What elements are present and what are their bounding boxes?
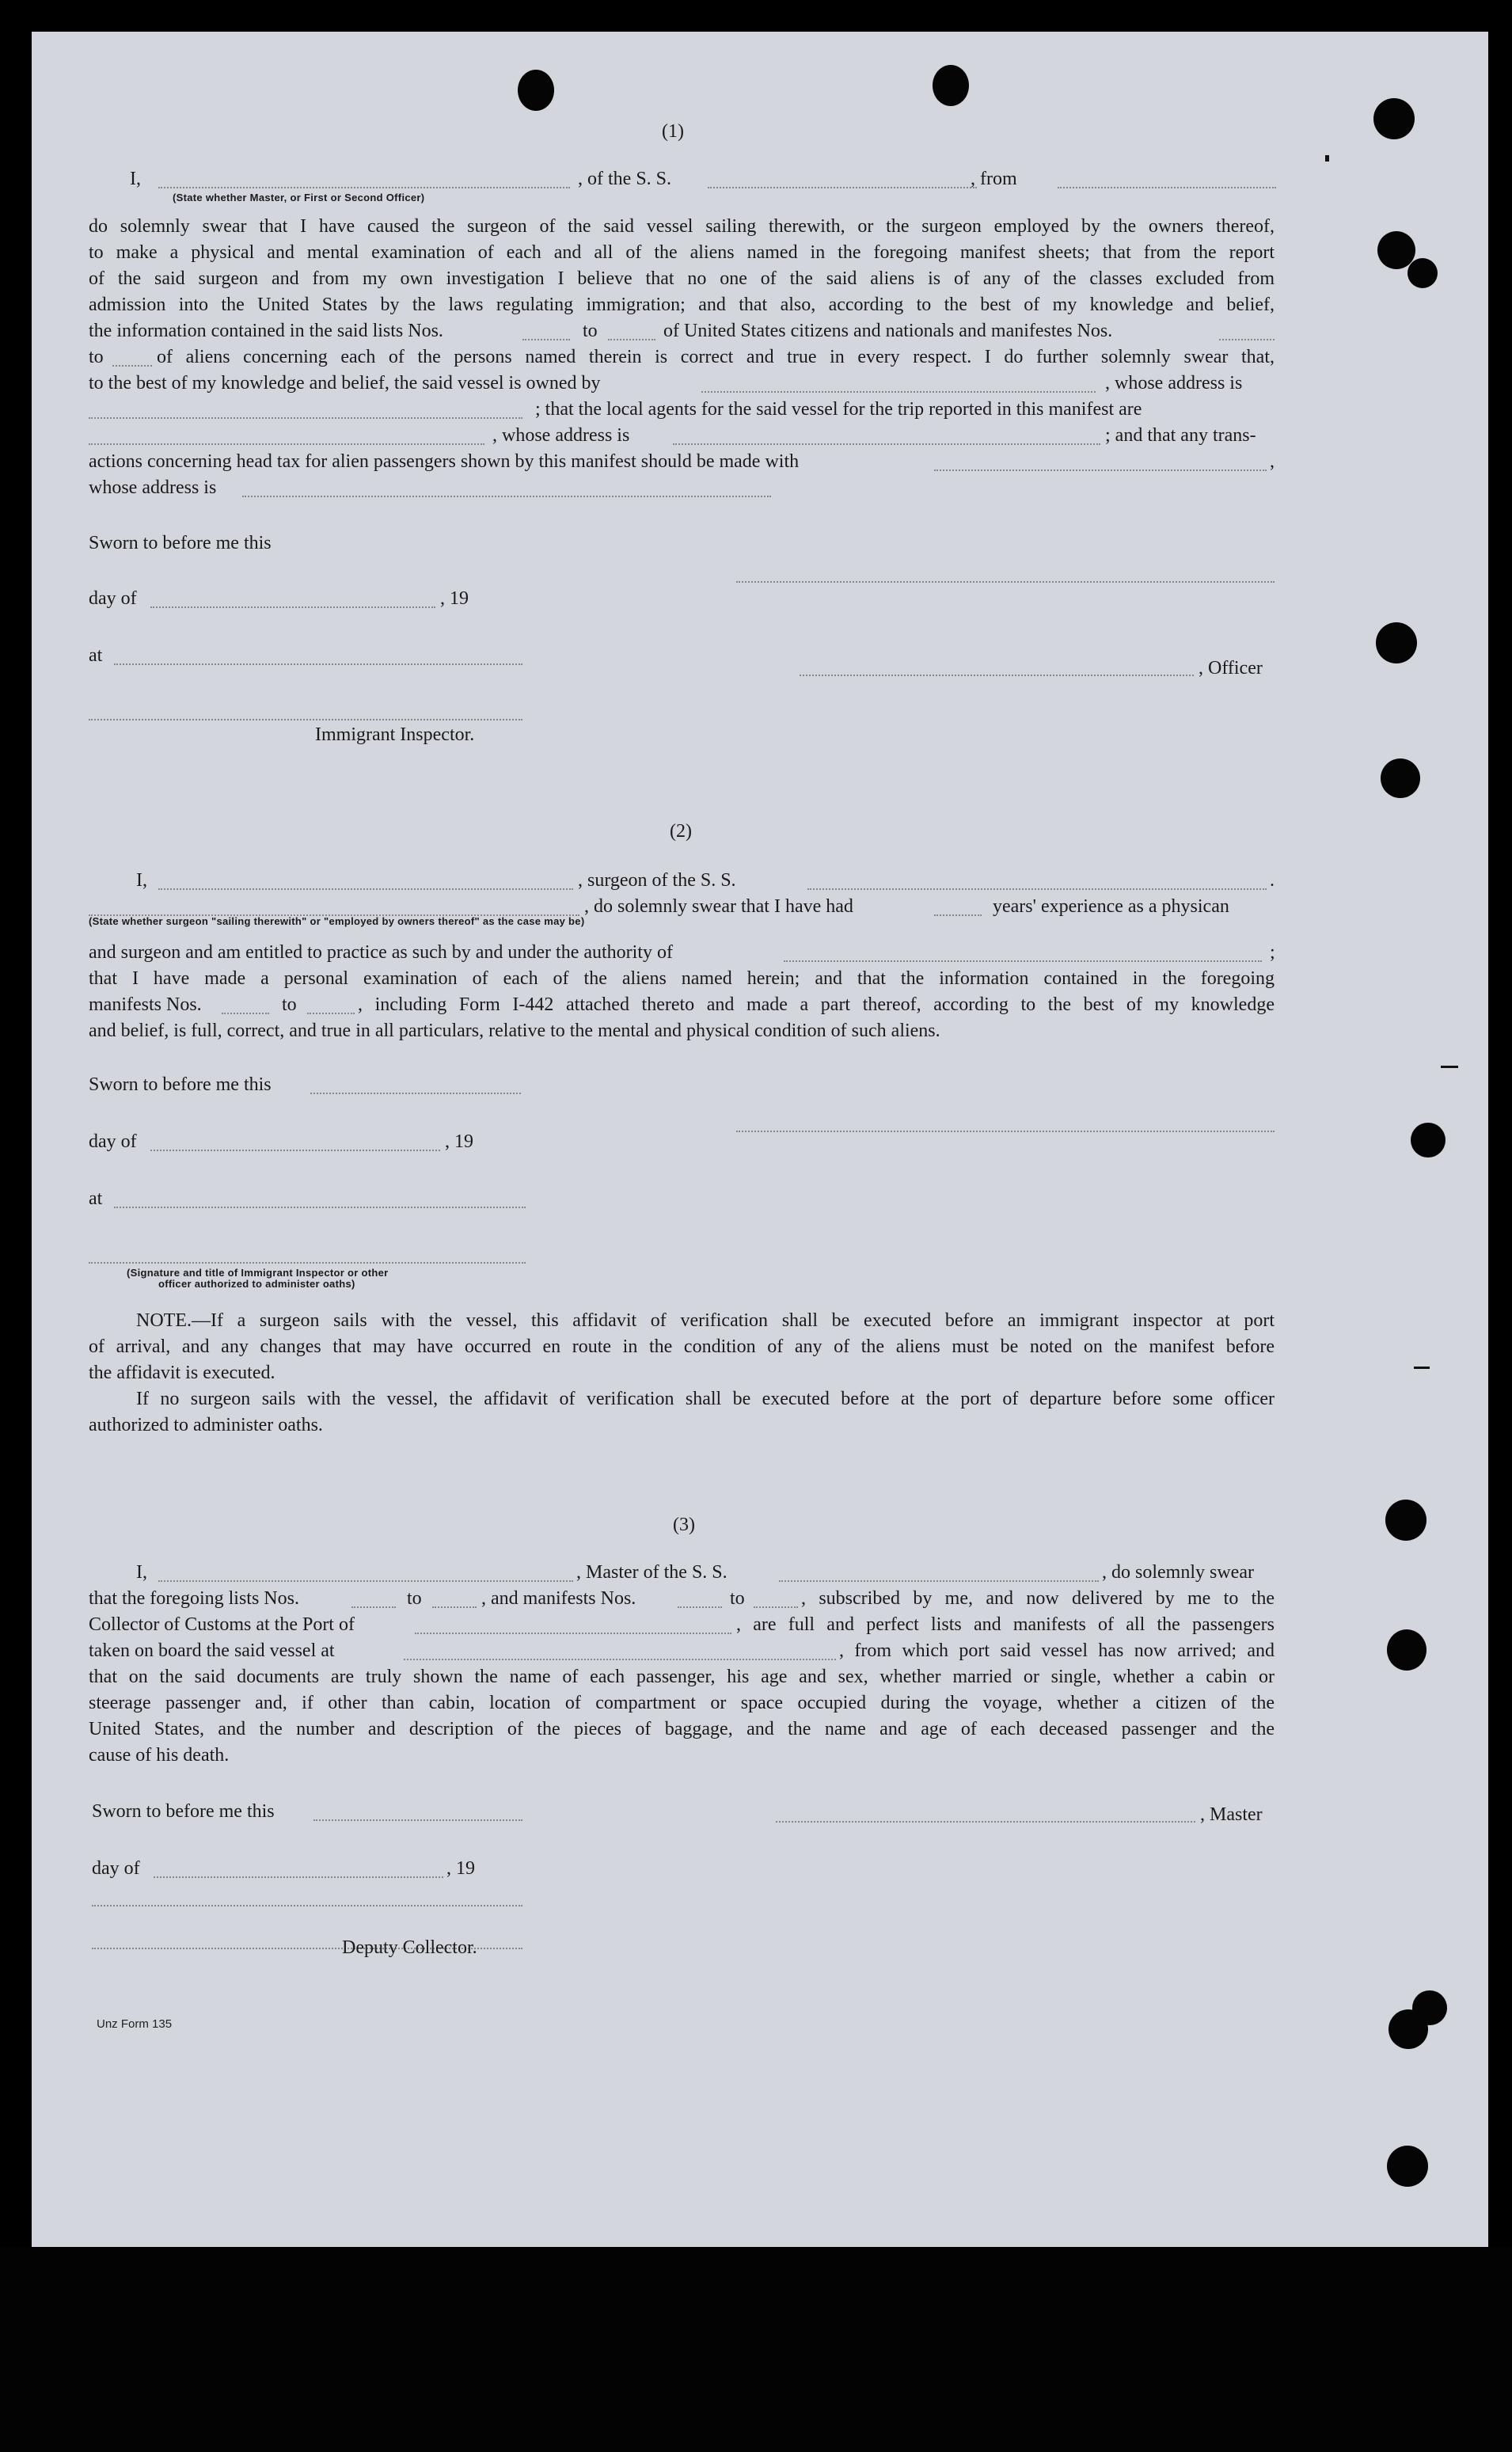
at-label: at [89,1188,103,1209]
note-line: the affidavit is executed. [89,1363,275,1383]
master-line: , from which port said vessel has now arrived; and [839,1640,1275,1661]
signature-line [736,581,1275,583]
surgeon-line: . [1270,870,1275,891]
inspector-line [89,719,522,720]
punch-hole-right-11 [1387,2146,1428,2187]
punch-hole-right-8 [1387,1629,1427,1671]
manifests-to-field [754,1606,798,1608]
section-number: (3) [673,1515,695,1535]
surgeon-line: ; [1270,942,1275,963]
oath-line: of aliens concerning each of the persons named therein is correct and true in every respect. I do further solemnly swear that, [157,347,1275,367]
manifests-to-field [112,365,152,367]
oath-line: to make a physical and mental examination of each and all of the aliens named in the foregoing manifest sheets; that from the report [89,242,1275,263]
day-field [150,606,435,608]
sworn-field [310,1093,521,1094]
surgeon-line: that I have made a personal examination of each of the aliens named herein; and that the information contained in the foregoing [89,968,1275,989]
oath-line: of the said surgeon and from my own investigation I believe that no one of the said aliens is of any of the classes excluded from [89,268,1275,289]
scan-mark [1325,155,1329,162]
lists-from-field [522,339,570,340]
master-line: that the foregoing lists Nos. [89,1588,299,1609]
oath-line: ; that the local agents for the said vessel for the trip reported in this manifest are [535,399,1142,420]
oath-line: do solemnly swear that I have caused the surgeon of the said vessel sailing therewith, or the surgeon employed by the owners thereof, [89,216,1275,237]
punch-hole-right-10 [1389,2009,1428,2049]
inspector-label: Immigrant Inspector. [315,724,475,745]
vessel-name-field [708,187,977,188]
section-number: (1) [662,121,684,142]
head-tax-field [934,469,1267,471]
oath-line: to [89,347,104,367]
year-label: , 19 [446,1858,475,1879]
surgeon-line: and surgeon and am entitled to practice as such by and under the authority of [89,942,673,963]
punch-hole-right-4 [1376,622,1417,663]
manifests-to-field [307,1013,355,1014]
master-line: to [407,1588,422,1609]
at-field [114,663,522,665]
oath-line: actions concerning head tax for alien passengers shown by this manifest should be made with [89,451,800,472]
punch-hole-top-left [518,70,554,111]
punch-hole-right-1 [1373,98,1415,139]
punch-hole-top-center [933,65,969,106]
sworn-label: Sworn to before me this [89,533,272,553]
lists-to-field [432,1606,477,1608]
from-label: , from [971,169,1017,189]
sworn-field [313,1819,522,1821]
surgeon-line: manifests Nos. [89,994,202,1015]
scan-background [0,2247,1512,2452]
punch-hole-right-6 [1411,1123,1446,1158]
oath-line: ; and that any trans- [1105,425,1256,446]
lists-from-field [351,1606,396,1608]
note-line: of arrival, and any changes that may have occurred en route in the condition of any of the aliens must be noted on the manifest before [89,1336,1275,1357]
surgeon-line: , surgeon of the S. S. [578,870,736,891]
authority-field [784,960,1262,962]
master-line: steerage passenger and, if other than cabin, location of compartment or space occupied during the voyage, whether a citizen of the [89,1693,1275,1713]
punch-hole-right-7 [1385,1500,1427,1541]
agents-field [89,443,484,445]
master-line: , and manifests Nos. [481,1588,636,1609]
signature-caption: officer authorized to administer oaths) [158,1278,355,1290]
surgeon-name-field [158,888,573,890]
master-line: , subscribed by me, and now delivered by me to the [801,1588,1275,1609]
signature-caption: (Signature and title of Immigrant Inspector or other [127,1267,389,1279]
section-number: (2) [670,821,692,842]
surgeon-line: , including Form I-442 attached thereto and made a part thereof, according to the best of my knowledge [358,994,1275,1015]
day-label: day of [89,1131,137,1152]
oath-i: I, [130,169,141,189]
punch-hole-right-5 [1381,758,1420,798]
surgeon-i: I, [136,870,147,891]
surgeon-signature-line [736,1131,1275,1132]
years-field [934,914,982,916]
at-label: at [89,645,103,666]
officer-name-field [158,187,570,188]
surgeon-line: to [282,994,297,1015]
master-line: to [730,1588,745,1609]
surgeon-line: and belief, is full, correct, and true in all particulars, relative to the mental and physical condition of such aliens. [89,1021,940,1041]
officer-signature-line [800,675,1194,676]
surgeon-line: , do solemnly swear that I have had [584,896,853,917]
punch-hole-right-3 [1408,258,1438,288]
year-label: , 19 [445,1131,473,1152]
master-line: , Master of the S. S. [576,1562,728,1583]
manifests-from-field [222,1013,269,1014]
note-line: If no surgeon sails with the vessel, the affidavit of verification shall be executed before at the port of departure before some officer [136,1389,1275,1409]
oath-line: of United States citizens and nationals and manifestes Nos. [663,321,1113,341]
day-field [150,1150,440,1151]
sworn-label: Sworn to before me this [92,1801,275,1822]
of-the-ss: , of the S. S. [578,169,672,189]
manifests-from-field [1219,339,1275,340]
note-line: NOTE.—If a surgeon sails with the vessel, this affidavit of verification shall be executed before an immigrant inspector at port [136,1310,1275,1331]
master-line: , do solemnly swear [1102,1562,1254,1583]
port-field [415,1633,731,1634]
year-label: , 19 [440,588,469,609]
agents-address-field [673,443,1100,445]
head-tax-address-field [242,496,771,497]
manifests-from-field [678,1606,722,1608]
master-line: that on the said documents are truly shown the name of each passenger, his age and sex, whether married or single, whether a cabin or [89,1667,1275,1687]
at-field [114,1207,526,1208]
form-number: Unz Form 135 [97,2017,173,2031]
officer-label: , Officer [1199,658,1263,679]
master-vessel-field [779,1580,1099,1582]
master-line: United States, and the number and description of the pieces of baggage, and the name and age of each deceased passenger and the [89,1719,1275,1739]
at-field [92,1905,522,1906]
owner-address-field [89,417,522,419]
surgeon-caption: (State whether surgeon "sailing therewith" or "employed by owners thereof" as the case may be) [89,915,585,927]
deputy-label: Deputy Collector. [342,1937,477,1958]
master-line: Collector of Customs at the Port of [89,1614,355,1635]
oath-line: , whose address is [1105,373,1243,393]
scan-mark [1414,1367,1430,1369]
sworn-label: Sworn to before me this [89,1074,272,1095]
day-field [154,1876,443,1878]
master-line: taken on board the said vessel at [89,1640,335,1661]
oath-line: to [583,321,598,341]
surgeon-line: years' experience as a physican [993,896,1229,917]
master-label: , Master [1200,1804,1263,1825]
oath-line: , [1270,451,1275,472]
oath-line: the information contained in the said lists Nos. [89,321,443,341]
master-name-field [158,1580,573,1582]
lists-to-field [608,339,655,340]
scan-mark [1441,1066,1458,1068]
surgeon-vessel-field [807,888,1267,890]
oath-line: to the best of my knowledge and belief, the said vessel is owned by [89,373,601,393]
departure-port-field [1058,187,1276,188]
oath-line: admission into the United States by the laws regulating immigration; and that also, according to the best of my knowledge and belief, [89,295,1275,315]
oath-line: whose address is [89,477,217,498]
master-i: I, [136,1562,147,1583]
note-line: authorized to administer oaths. [89,1415,323,1435]
day-label: day of [89,588,137,609]
master-line: cause of his death. [89,1745,230,1766]
inspector-signature-line [89,1262,526,1264]
owner-field [701,391,1096,393]
master-line: , are full and perfect lists and manifests of all the passengers [736,1614,1275,1635]
day-label: day of [92,1858,140,1879]
master-signature-line [776,1821,1195,1823]
embark-port-field [404,1659,836,1660]
officer-caption: (State whether Master, or First or Second Officer) [173,192,425,203]
oath-line: , whose address is [492,425,630,446]
